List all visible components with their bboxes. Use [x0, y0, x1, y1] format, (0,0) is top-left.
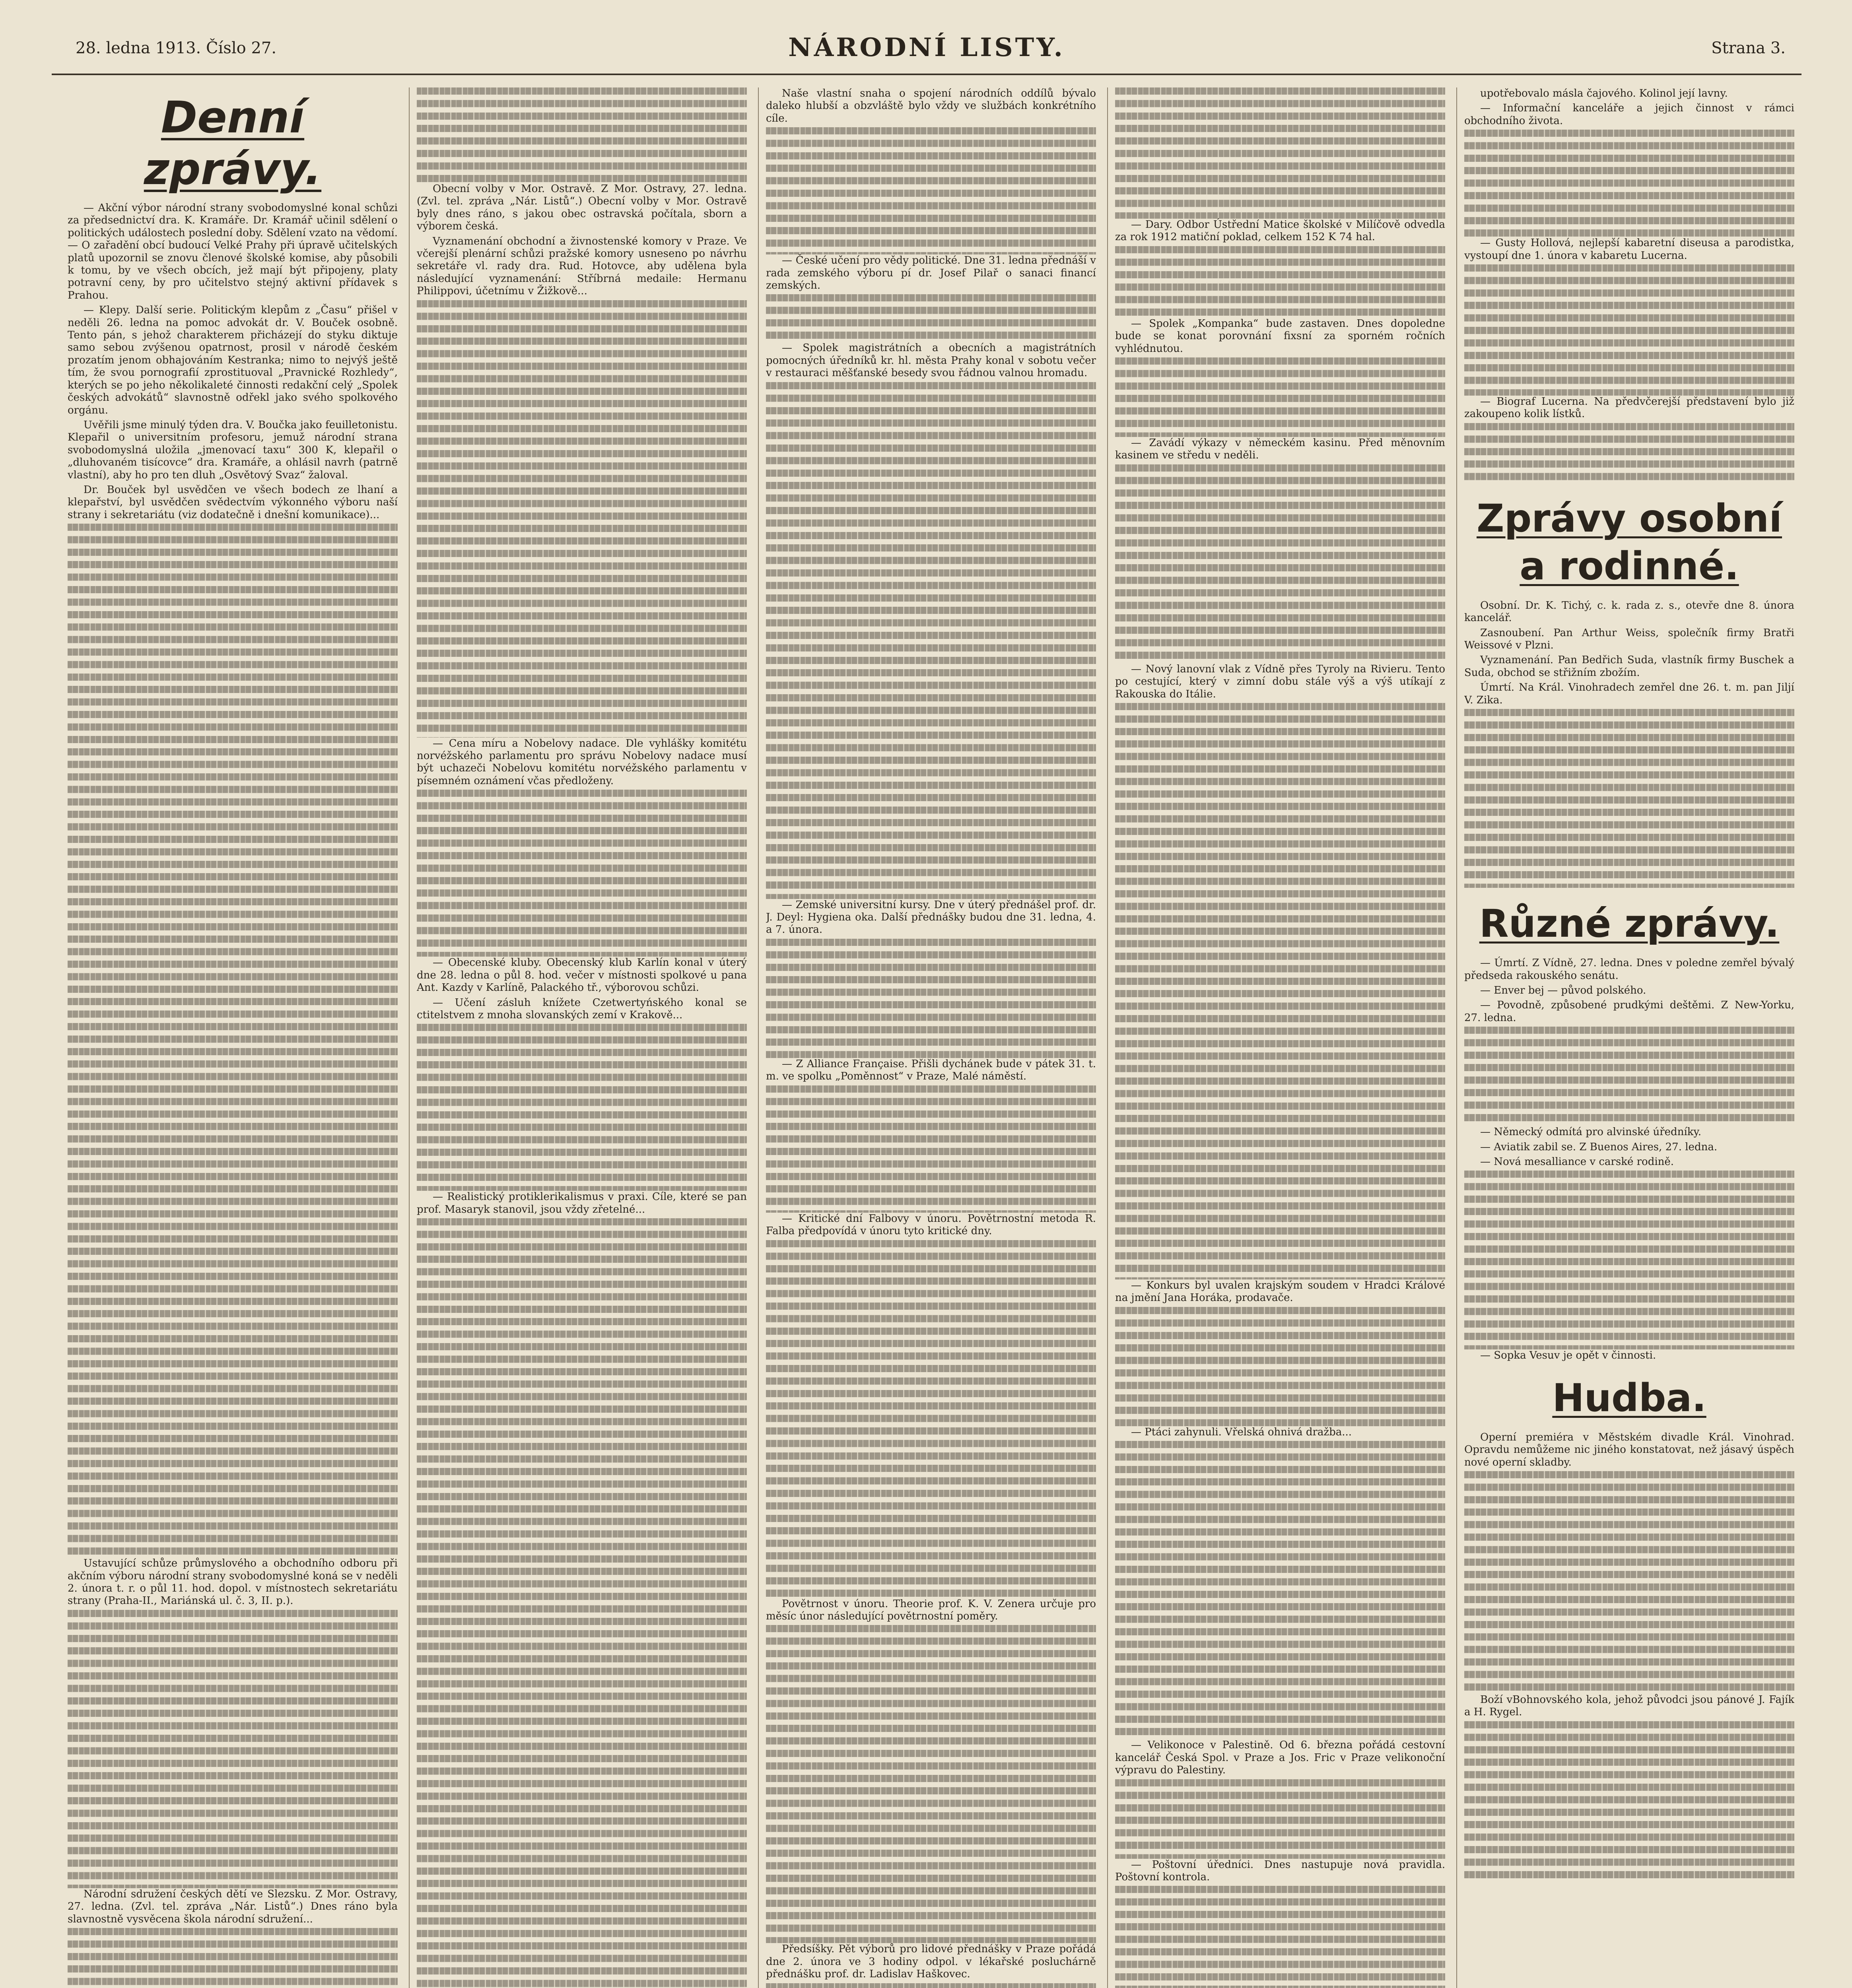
column-divider — [1107, 87, 1108, 1988]
article: — Kritické dní Falbovy v únoru. Povětrnostní metoda R. Falba předpovídá v únoru tyto kritické dny. — [766, 1212, 1096, 1237]
article: — Úmrtí. Z Vídně, 27. ledna. Dnes v poledne zemřel bývalý předseda rakouského senátu. — [1464, 957, 1794, 982]
article: — Enver bej — původ polského. — [1480, 984, 1646, 996]
article-body-text — [1115, 703, 1445, 1279]
article: Národní sdružení českých dětí ve Slezsku. Z Mor. Ostravy, 27. ledna. (Zvl. tel. zpráva „Nár. Listů“.) Dnes ráno byla slavnostně vysvěcena škola národní sdružení... — [68, 1888, 398, 1925]
article-body-text — [766, 1240, 1096, 1598]
article: — Aviatik zabil se. Z Buenos Aires, 27. ledna. — [1480, 1141, 1718, 1153]
section-heading-news: Denní zprávy. — [144, 92, 322, 194]
column-5 — [1464, 87, 1794, 1988]
column-divider — [409, 87, 410, 1988]
article-body-text — [766, 382, 1096, 899]
article: Dr. Bouček byl usvědčen ve všech bodech ze lhaní a klepařství, byl usvědčen svědectvím výkonného výboru naší strany i sekretariátu (viz dodatečně i dnešní komunikace)... — [68, 483, 398, 521]
article: — Sopka Vesuv je opět v činnosti. — [1480, 1349, 1656, 1362]
article: Povětrnost v únoru. Theorie prof. K. V. Zenera určuje pro měsíc únor následující povětrnostní poměry. — [766, 1598, 1096, 1622]
article: — České učení pro vědy politické. Dne 31. ledna přednáší v rada zemského výboru pí dr. Josef Pilař o sanaci financí zemských. — [766, 254, 1096, 292]
article-body-text — [1464, 1721, 1794, 1880]
article: — Biograf Lucerna. Na předvčerejší představení bylo již zakoupeno kolik lístků. — [1464, 396, 1794, 420]
article-body-text — [1464, 423, 1794, 483]
article-body-text — [1115, 357, 1445, 437]
article-body-text — [1464, 1171, 1794, 1349]
article-body-text — [766, 939, 1096, 1058]
column-4 — [1115, 87, 1445, 1988]
section-heading-music: Hudba. — [1552, 1375, 1706, 1420]
article-body-text — [68, 524, 398, 1557]
article: — Z Alliance Française. Přišli dychánek bude v pátek 31. t. m. ve spolku „Poměnnost“ v Praze, Malé náměstí. — [766, 1058, 1096, 1083]
article-body-text — [766, 1625, 1096, 1943]
article-body-text — [417, 300, 747, 738]
article-body-text — [1115, 1886, 1445, 1988]
article-body-text — [1115, 246, 1445, 318]
article: — Zavádí výkazy v německém kasinu. Před měnovním kasinem ve středu v neděli. — [1115, 437, 1445, 462]
article-body-text — [1464, 130, 1794, 237]
article: — Nový lanovní vlak z Vídně přes Tyroly na Rivieru. Tento po cestující, který v zimní dobu stále výš a výš utíkají z Rakouska do Itálie. — [1115, 663, 1445, 700]
article: Zasnoubení. Pan Arthur Weiss, společník firmy Bratři Weissové v Plzni. — [1464, 627, 1794, 652]
article: — Spolek magistrátních a obecních a magistrátních pomocných úředníků kr. hl. města Prahy konal v sobotu večer v restauraci měšťanské besedy svou řádnou valnou hromadu. — [766, 342, 1096, 379]
article-body-text — [766, 1983, 1096, 1988]
article: — Klepy. Další serie. Politickým klepům z „Času“ přišel v neděli 26. ledna na pomoc advokát dr. V. Bouček osobně. Tento pán, s jehož charakterem přicházejí do styku diktuje samo sebou zvýšenou opatrnost, prosil v národě českém prozatím jenom obhajováním Kestranka; nimo to nejvýš ještě tím, že svou pornografií zprostituoval „Pravnické Rozhledy“, kterých se po jeho několikaleté činnosti redakční celý „Spolek českých advokátů“ slavnostně odřekl jako svého spolkového orgánu. — [68, 304, 398, 416]
article-body-text — [1115, 1307, 1445, 1426]
article: Ustavující schůze průmyslového a obchodního odboru při akčním výboru národní strany svobodomyslné koná se v neděli 2. února t. r. o půl 11. hod. dopol. v místnostech sekretariátu strany (Praha-II., Mariánská ul. č. 3, II. p.). — [68, 1557, 398, 1607]
article: — Německý odmítá pro alvinské úředníky. — [1480, 1126, 1702, 1138]
article-body-text — [417, 790, 747, 957]
article: — Obecenské kluby. Obecenský klub Karlín konal v úterý dne 28. ledna o půl 8. hod. večer v místnosti spolkové u pana Ant. Kazdy v Karlíně, Palackého tř., výborovou schůzi. — [417, 957, 747, 994]
column-1 — [68, 87, 398, 1988]
article: — Informační kanceláře a jejich činnost v rámci obchodního života. — [1464, 102, 1794, 127]
article: Vyznamenání obchodní a živnostenské komory v Praze. Ve včerejší plenární schůzi pražské komory usneseno po návrhu sekretáře vl. rady dra. Rud. Hotovce, aby udělena byla následující vyznamenání: Stříbrná medaile: Hermanu Philippovi, účetnímu v Žižkově... — [417, 235, 747, 297]
column-2 — [417, 87, 747, 1988]
article: upotřebovalo másla čajového. Kolinol její lavny. — [1480, 87, 1728, 99]
article-body-text — [1115, 1441, 1445, 1739]
article: — Cena míru a Nobelovy nadace. Dle vyhlášky komitétu norvéžského parlamentu pro správu Nobelovy nadace musí být uchazeči Nobelovu komitétu norvéžského parlamentu v písemném oznámení včas předloženy. — [417, 737, 747, 787]
article-body-text — [1115, 464, 1445, 663]
column-3 — [766, 87, 1096, 1988]
article-body-text — [417, 87, 747, 183]
article: — Realistický protiklerikalismus v praxi. Cíle, které se pan prof. Masaryk stanovil, jsou vždy zřetelné... — [417, 1191, 747, 1215]
newspaper-title: NÁRODNÍ LISTY. — [788, 33, 1065, 62]
article: — Spolek „Kompanka“ bude zastaven. Dnes dopoledne bude se konat porovnání fixsní za sporném ročních vyhlédnutou. — [1115, 317, 1445, 355]
article-body-text — [766, 127, 1096, 254]
article: — Konkurs byl uvalen krajským soudem v Hradci Králové na jmění Jana Horáka, prodavače. — [1115, 1279, 1445, 1304]
article: Boží vBohnovského kola, jehož původci jsou pánové J. Fajík a H. Rygel. — [1464, 1693, 1794, 1718]
article: Úmrtí. Na Král. Vinohradech zemřel dne 26. t. m. pan Jiljí V. Zika. — [1464, 681, 1794, 706]
article: — Ptáci zahynuli. Vřelská ohnivá dražba... — [1131, 1426, 1352, 1438]
article-body-text — [417, 1024, 747, 1191]
article: — Velikonoce v Palestině. Od 6. března pořádá cestovní kancelář Česká Spol. v Praze a Jos. Fric v Praze velikonoční výpravu do Palestiny. — [1115, 1739, 1445, 1776]
article: Předsíšky. Pět výborů pro lidové přednášky v Praze pořádá dne 2. února ve 3 hodiny odpol. v lékařské posluchárně přednášku prof. dr. Ladislav Haškovec. — [766, 1943, 1096, 1980]
article: Uvěřili jsme minulý týden dra. V. Boučka jako feuilletonistu. Klepařil o universitním profesoru, jemuž národní strana svobodomyslná uložila „jmenovací taxu“ 300 K, klepařil o „dluhovaném tisícovce“ dra. Kramáře, a ohlásil navrh (patrně vlastní), aby ho pro ten dluh „Osvětový Svaz“ žaloval. — [68, 419, 398, 481]
article: — Poštovní úředníci. Dnes nastupuje nová pravidla. Poštovní kontrola. — [1115, 1858, 1445, 1883]
article-body-text — [1115, 1779, 1445, 1859]
section-heading-misc: Různé zprávy. — [1479, 901, 1780, 946]
column-divider — [1456, 87, 1457, 1988]
masthead — [52, 24, 1801, 72]
header-rule — [52, 74, 1801, 75]
article-body-text — [1464, 1471, 1794, 1694]
article-body-text — [1464, 709, 1794, 888]
page-number: Strana 3. — [1711, 39, 1786, 57]
article-body-text — [417, 1218, 747, 1988]
column-divider — [758, 87, 759, 1988]
article-body-text — [68, 1610, 398, 1888]
article: Naše vlastní snaha o spojení národních oddílů bývalo daleko hlubší a obzvláště bylo vždy ve službách konkrétního cíle. — [766, 87, 1096, 124]
article: — Nová mesalliance v carské rodině. — [1480, 1155, 1674, 1168]
issue-date: 28. ledna 1913. Číslo 27. — [76, 39, 277, 57]
article: Vyznamenání. Pan Bedřich Suda, vlastník firmy Buschek a Suda, obchod se střižním zbožím. — [1464, 654, 1794, 679]
article-body-text — [68, 1928, 398, 1988]
article-body-text — [1464, 264, 1794, 396]
article-body-text — [766, 294, 1096, 342]
article: — Dary. Odbor Ústřední Matice školské v Milíčově odvedla za rok 1912 matiční poklad, celkem 152 K 74 hal. — [1115, 219, 1445, 243]
columns — [60, 87, 1798, 1988]
article: Obecní volby v Mor. Ostravě. Z Mor. Ostravy, 27. ledna. (Zvl. tel. zpráva „Nár. Listů“.) Obecní volby v Mor. Ostravě byly dnes ráno, s jakou obec ostravská počítala, sborn a výborem česká. — [417, 183, 747, 233]
article: — Zemské universitní kursy. Dne v úterý přednášel prof. dr. J. Deyl: Hygiena oka. Další přednášky budou dne 31. ledna, 4. a 7. února. — [766, 899, 1096, 936]
article-body-text — [1464, 1027, 1794, 1126]
article: Osobní. Dr. K. Tichý, c. k. rada z. s., otevře dne 8. února kancelář. — [1464, 599, 1794, 624]
article-body-text — [766, 1085, 1096, 1213]
article: — Gusty Hollová, nejlepší kabaretní diseusa a parodistka, vystoupí dne 1. února v kabaretu Lucerna. — [1464, 237, 1794, 262]
article: — Učení zásluh knížete Czetwertyńského konal se ctitelstvem z mnoha slovanských zemí v Krakově... — [417, 996, 747, 1021]
article: Operní premiéra v Městském divadle Král. Vinohrad. Opravdu nemůžeme nic jiného konstatovat, než jásavý úspěch nové operní skladby. — [1464, 1431, 1794, 1468]
article: — Akční výbor národní strany svobodomyslné konal schůzi za předsednictví dra. K. Kramáře. Dr. Kramář učinil sdělení o politických událostech poslední doby. Sdělení vzato na vědomí. — O zařadění obcí budoucí Velké Prahy při úpravě učitelských platů upozornil se znovu členové školské komise, aby působili k tomu, by ve všech obcích, jež mají být připojeny, platy potravní ceny, by pro učitelstvo stejný aktivní přídavek s Prahou. — [68, 202, 398, 301]
article-body-text — [1115, 87, 1445, 219]
article: — Povodně, způsobené prudkými deštěmi. Z New-Yorku, 27. ledna. — [1464, 999, 1794, 1024]
section-heading-personal: Zprávy osobní a rodinné. — [1476, 496, 1782, 588]
